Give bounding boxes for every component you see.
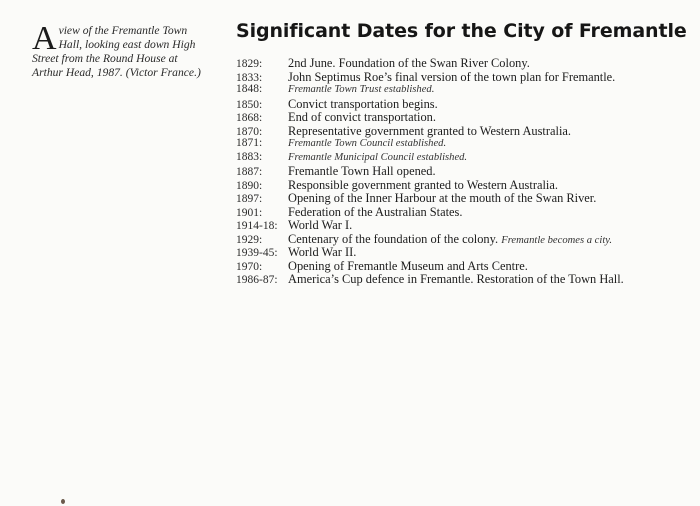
caption-text: view of the Fremantle Town Hall, looking east down High Street from the Round House at Arthur Head, 1987. (Victor France.) [32, 24, 201, 79]
date-event: Responsible government granted to Western Australia. [288, 177, 558, 192]
caption-drop-cap: A [32, 20, 57, 57]
date-row [236, 137, 696, 151]
date-row [236, 205, 696, 219]
date-event: 2nd June. Foundation of the Swan River Colony. [288, 56, 530, 70]
date-row [236, 232, 696, 246]
date-year: 1929: [236, 233, 263, 246]
date-event: Fremantle Town Council established. [288, 138, 447, 149]
date-row [236, 110, 696, 124]
date-year: 1850: [236, 98, 263, 111]
date-year: 1868: [236, 112, 263, 124]
date-year: 1883: [236, 150, 263, 163]
date-event: Fremantle Municipal Council established. [288, 151, 468, 163]
date-row [236, 70, 696, 84]
date-event: Opening of the Inner Harbour at the mouth of the Swan River. [288, 191, 597, 205]
date-event: End of convict transportation. [288, 110, 436, 124]
date-row [236, 218, 696, 232]
date-event: Fremantle Town Hall opened. [288, 164, 436, 178]
date-row [236, 272, 696, 286]
date-event: Centenary of the foundation of the colony. [288, 231, 499, 246]
date-event: World War II. [288, 245, 357, 259]
date-event-note: Fremantle becomes a city. [501, 234, 613, 246]
date-year: 1870: [236, 125, 263, 138]
photo-caption [32, 20, 210, 80]
date-event: Representative government granted to Western Australia. [288, 123, 571, 138]
date-row [236, 164, 696, 178]
date-row [236, 245, 696, 259]
date-year: 1833: [236, 71, 263, 84]
date-year: 1890: [236, 179, 263, 192]
date-year: 1829: [236, 58, 263, 70]
date-year: 1848: [236, 83, 263, 95]
date-year: 1901: [236, 206, 263, 219]
date-event: Fremantle Town Trust established. [288, 84, 435, 95]
date-row [236, 83, 696, 97]
date-row [236, 151, 696, 165]
date-year: 1939-45: [236, 247, 278, 259]
date-event: John Septimus Roe’s final version of the town plan for Fremantle. [288, 69, 616, 84]
date-row [236, 56, 696, 70]
date-year: 1986-87: [236, 274, 278, 286]
page-title: Significant Dates for the City of Fremantle [236, 20, 687, 42]
dates-list [236, 56, 696, 286]
date-row [236, 259, 696, 273]
date-row [236, 97, 696, 111]
date-year: 1970: [236, 260, 263, 273]
date-year: 1871: [236, 137, 263, 149]
date-event: Opening of Fremantle Museum and Arts Centre. [288, 258, 528, 273]
date-event: Federation of the Australian States. [288, 204, 463, 219]
date-year: 1914-18: [236, 220, 278, 232]
date-row [236, 124, 696, 138]
date-event: Convict transportation begins. [288, 96, 438, 111]
date-year: 1897: [236, 193, 263, 205]
date-row [236, 178, 696, 192]
date-event: World War I. [288, 218, 353, 232]
date-event: America’s Cup defence in Fremantle. Restoration of the Town Hall. [288, 272, 624, 286]
paper-speck [61, 499, 65, 504]
date-row [236, 191, 696, 205]
date-year: 1887: [236, 166, 263, 178]
